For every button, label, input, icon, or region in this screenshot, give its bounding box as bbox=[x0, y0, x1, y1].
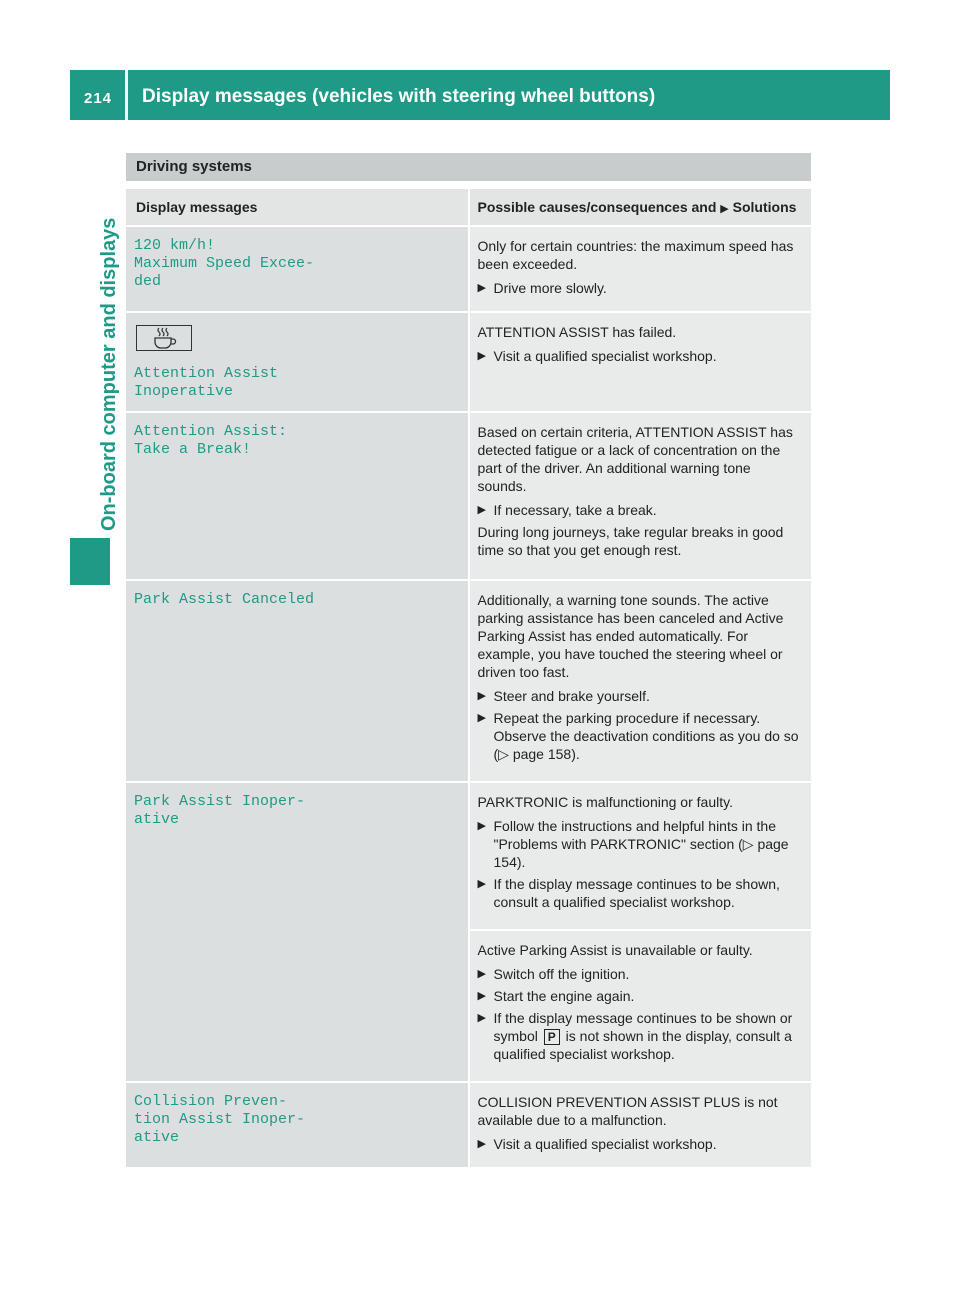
display-message: Attention Assist: Take a Break! bbox=[134, 423, 288, 458]
step-text: Visit a qualified specialist workshop. bbox=[493, 1136, 717, 1152]
arrow-right-icon: ▶ bbox=[477, 1012, 486, 1024]
step-text-post: is not shown in the display, consult a qualified specialist workshop. bbox=[493, 1028, 792, 1062]
message-cell bbox=[126, 782, 469, 1082]
table-row bbox=[126, 1082, 811, 1168]
driving-systems-table bbox=[126, 153, 811, 1169]
solution-cell bbox=[469, 930, 812, 1082]
solution-step bbox=[478, 1009, 804, 1063]
solution-cell bbox=[469, 412, 812, 580]
step-text: Start the engine again. bbox=[493, 988, 635, 1004]
step-text: If the display message continues to be shown, consult a qualified specialist workshop. bbox=[493, 876, 780, 910]
col-header-messages: Display messages bbox=[126, 189, 469, 226]
cause-text: Only for certain countries: the maximum speed has been exceeded. bbox=[477, 238, 794, 272]
solution-cell bbox=[469, 1082, 812, 1168]
message-cell bbox=[126, 226, 469, 312]
arrow-right-icon: ▶ bbox=[477, 350, 486, 362]
step-text: Switch off the ignition. bbox=[493, 966, 630, 982]
cause-text: PARKTRONIC is malfunctioning or faulty. bbox=[477, 794, 733, 810]
arrow-right-icon: ▶ bbox=[477, 968, 486, 980]
side-tab-label: On-board computer and displays bbox=[98, 217, 120, 531]
display-message: Park Assist Inoper‐ ative bbox=[134, 793, 306, 828]
section-header-row bbox=[126, 153, 811, 181]
step-text: Repeat the parking procedure if necessary. Observe the deactivation conditions as you do so (▷ page 158). bbox=[493, 710, 799, 762]
arrow-right-icon: ▶ bbox=[477, 690, 486, 702]
arrow-right-icon: ▶ bbox=[477, 282, 486, 294]
table-row bbox=[126, 412, 811, 580]
table-row bbox=[126, 580, 811, 782]
message-cell bbox=[126, 412, 469, 580]
message-cell bbox=[126, 1082, 469, 1168]
solution-cell bbox=[469, 580, 812, 782]
step-text: Visit a qualified specialist workshop. bbox=[493, 348, 717, 364]
page-number: 214 bbox=[84, 90, 113, 107]
column-header-row bbox=[126, 189, 811, 226]
solution-step bbox=[478, 817, 804, 871]
arrow-right-icon: ▶ bbox=[720, 203, 729, 215]
display-message: Collision Preven‐ tion Assist Inoper‐ ative bbox=[134, 1093, 306, 1146]
display-message: Park Assist Canceled bbox=[134, 591, 315, 608]
solution-cell bbox=[469, 312, 812, 412]
arrow-right-icon: ▶ bbox=[477, 878, 486, 890]
message-cell bbox=[126, 580, 469, 782]
col-header-causes bbox=[469, 189, 812, 226]
section-title: Driving systems bbox=[126, 153, 811, 181]
side-tab-block bbox=[70, 538, 110, 585]
step-text: Drive more slowly. bbox=[493, 280, 607, 296]
message-cell bbox=[126, 312, 469, 412]
parking-symbol-icon: P bbox=[544, 1029, 560, 1045]
solution-step bbox=[478, 709, 804, 763]
step-text-pre: If the display message continues to be shown or symbol bbox=[493, 1010, 793, 1044]
solution-step bbox=[478, 875, 804, 911]
cause-text: ATTENTION ASSIST has failed. bbox=[477, 324, 677, 340]
header-divider bbox=[125, 70, 128, 120]
step-text: If necessary, take a break. bbox=[493, 502, 657, 518]
solution-step bbox=[478, 965, 804, 983]
solution-cell bbox=[469, 226, 812, 312]
note-text: During long journeys, take regular breaks in good time so that you get enough rest. bbox=[477, 524, 784, 558]
step-text: Steer and brake yourself. bbox=[493, 688, 650, 704]
solution-step bbox=[478, 347, 804, 365]
coffee-cup-icon bbox=[136, 325, 192, 351]
col-header-causes-text: Possible causes/consequences and bbox=[477, 199, 717, 215]
arrow-right-icon: ▶ bbox=[477, 820, 486, 832]
arrow-right-icon: ▶ bbox=[477, 990, 486, 1002]
solution-step bbox=[478, 687, 804, 705]
page-title: Display messages (vehicles with steering wheel buttons) bbox=[142, 86, 656, 107]
cause-text: COLLISION PREVENTION ASSIST PLUS is not available due to a malfunction. bbox=[477, 1094, 778, 1128]
display-message: Attention Assist Inoperative bbox=[134, 365, 279, 400]
step-text bbox=[494, 1009, 804, 1063]
arrow-right-icon: ▶ bbox=[477, 712, 486, 724]
arrow-right-icon: ▶ bbox=[477, 504, 486, 516]
table-row bbox=[126, 782, 811, 930]
col-header-solutions-text: Solutions bbox=[732, 199, 797, 215]
solution-cell bbox=[469, 782, 812, 930]
cause-text: Active Parking Assist is unavailable or faulty. bbox=[477, 942, 753, 958]
display-message: 120 km/h! Maximum Speed Excee‐ ded bbox=[134, 237, 315, 290]
cause-text: Based on certain criteria, ATTENTION ASSIST has detected fatigue or a lack of concentration on the part of the driver. An additional warning tone sounds. bbox=[477, 424, 793, 494]
solution-step bbox=[478, 279, 804, 297]
table-row bbox=[126, 226, 811, 312]
step-text: Follow the instructions and helpful hints in the "Problems with PARKTRONIC" section (▷ page 154). bbox=[493, 818, 789, 870]
cause-text: Additionally, a warning tone sounds. The active parking assistance has been canceled and Active Parking Assist has ended automatically. For example, you have touched the steering wheel or driven too fast. bbox=[477, 592, 784, 680]
arrow-right-icon: ▶ bbox=[477, 1138, 486, 1150]
solution-step bbox=[478, 1135, 804, 1153]
table-row bbox=[126, 312, 811, 412]
solution-step bbox=[478, 987, 804, 1005]
solution-step bbox=[478, 501, 804, 519]
